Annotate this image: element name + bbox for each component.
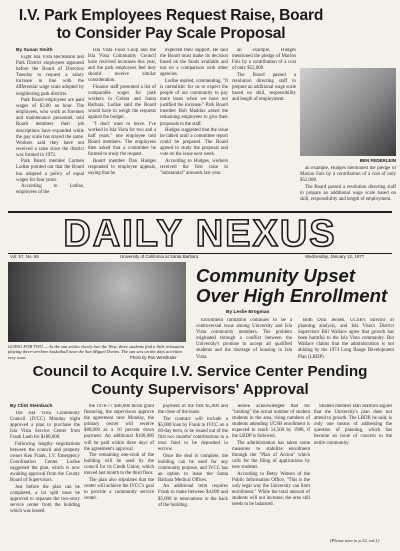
story2-column-2: Both Dick Jensen, UCSB's director of planning analysis, and Isla Vista's District Supervisor Bill Wallace agree that growth has been harmful to the Isla Vista community. But Wallace claims that the administration is not abiding by the 1974 Long Range Development Plan (LRDP). [298,318,394,360]
story3-column-3: payment of the first $5,000 and the close of the lease. The contract will include a $5,000 loan by Frank to IVCC on a 60-day term, to be issued out of the first two months' contributions to a trust fund to be deposited in escrow. Once the deal is complete, the building can be used for any community purpose, and IVCC has an option to lease the Santa Barbara Medical Offices. An additional term requires Frank to make between $4,000 and $5,000 in renovations to the back of the building. [158,404,228,508]
story1-byline: By Susan Smith [16,48,53,53]
story2-byline: By Leslie Brogman [226,310,270,315]
masthead-volume: Vol. 57, No. 66 [10,254,39,259]
basketball-photo [8,262,186,342]
story3-column-1: The Isla Vista Community Council (IVCC) Monday night approved a plan to purchase the Isla Vista Service Center from Frank Loeb for $188,000. Following lengthy negotiations between the council and property owner Ken Frank, I.V. Emergency Coordination Center Lodise suggested the plan, which is now awaiting approval from the County Board of Supervisors. Just before the plan can be completed, a lot split must be approved to separate the two-story service center from the building which was leased. [10,411,80,515]
story1-column-4: an example, Hudges mentioned the pledge of Marion Fuls by a contribution of a cost of only $52,000. The Board passed a resolution directing staff to prepare an additional wage scale based on skill, responsibility and length of employment. [232,48,296,103]
story3-column-5: Student member Dan Stafford argues that the University's plan does not attend to growth. The LRDP, he said, is only one means of addressing the question of planning, which has become an issue of concern to the entire community. [314,404,392,446]
continued-note: (Please turn to p.12, col.1) [330,538,380,543]
story3-column-4: Jensen acknowledged that for "limiting" the actual number of student students in the area, rising numbers of students attending UCSB enrollment is expected to reach 14,500 by 1980, if the LRDP is followed. The administration has taken some measures to stabilize enrollment through the "Plan of Action" which calls for the filing of applications by new students. According to Betsy Watson of the Public Information Office, "This is the only legal way the University can limit enrollment." While the total amount of students will not increase, the area still needs to be balanced. [232,404,310,508]
story3-byline: By Clint Steinbach [10,404,53,409]
portrait-caption: BEN FEDERLEIN [359,158,396,163]
story1-column-2: Isla Vista Food Coop and the Isla Vista Community Council have received increases this year, and the park employees feel they should receive similar consideration. Finance staff presented a list of comparable wages for park workers in Goleta and Santa Barbara. Lodise said the Board would have to weigh the requests against the budget. "I don't want to leave. I've worked in Isla Vista for two and a half years," one employee told Board members. The employees then asked that a committee be formed to study the request. Board member Dan Hudges responded to employee appeals, saying that he [88,48,156,177]
photo-credit: Photo by Ron Weinthaler [130,355,177,360]
story2-headline: Community Upset Over High Enrollment [196,265,388,306]
masthead-date: Wednesday, January 12, 1977 [305,254,365,259]
portrait-photo [300,68,396,156]
basketball-photo-caption: GOING FOR TWO — As the sun settles slowly into the West, three students find a little relaxation playing three-on-three basketball near the San Miguel Dorms. The sun sets on the days activities very soon. [8,344,185,360]
story1-column-1: Eight Isla Vista Recreation and Park District employees appeared before the Board of Directors Tuesday to request a salary increase in line with the differential wage scale adopted by neighboring park districts. Park Board employees are paid wages of $3.00 an hour. The employees, who work as foremen and maintenance personnel, told Board members their job descriptions have expanded while the pay scale has stayed the same. Workers said they have not received a raise since the district was formed in 1972. Park Board member Carmen Lodise pointed out that the Board has adopted a policy of equal wages for four years. According to Lodise, employees of the [16,55,84,196]
masthead-school: University of California at Santa Barbara [120,254,199,259]
story1-column-5: an example, Hudges mentioned the pledge of Marion Fuls by a contribution of a cost of only $52,000. The Board passed a resolution directing staff to prepare an additional wage scale based on skill, responsibility and length of employment. [300,166,396,202]
story2-column-1: Enrollment limitation continues to be a controversial issue among University and Isla Vista community members. The problem originated through a conflict between the University's promise to accept all qualified students and the shortage of housing in Isla Vista. [196,318,292,360]
story1-column-3: expected their support. He said the Board must make its decision based on the funds available and not on a comparison with other agencies. Lodise replied, commenting, "It is unrealistic for us to expect the people of our community to pay more taxes when we have not justified the increase." Park Board member Bob Maddux asked the remaining employees to give their proposals to the staff. Hudges suggested that the issue be tabled until a committee report could be prepared. The Board agreed to study the proposal and vote on the issue next week. According to Hudges, workers received the first raise in "substantial" amounts last year. [160,48,228,177]
story3-headline: Council to Acquire I.V. Service Center Pending County Supervisors' Approval [32,363,368,398]
masthead-title: DAILY NEXUS [63,213,337,255]
story3-column-2: the 1976-77 $48,000 block grant financing, the supervisors approve the agreement next Monday, the primary owner will receive $80,000 as a 10 percent down payment. An additional $108,000 will be paid within three days of the agreement's approval. The remaining one-sixth of the building will be used by the council for its Credit Union, which moved last month to the third floor. The plan also stipulates that the center will achieve the IVCC's goal to provide a community service center. [84,404,154,502]
story1-headline: I.V. Park Employees Request Raise, Board to Consider Pay Scale Proposal [18,7,324,42]
